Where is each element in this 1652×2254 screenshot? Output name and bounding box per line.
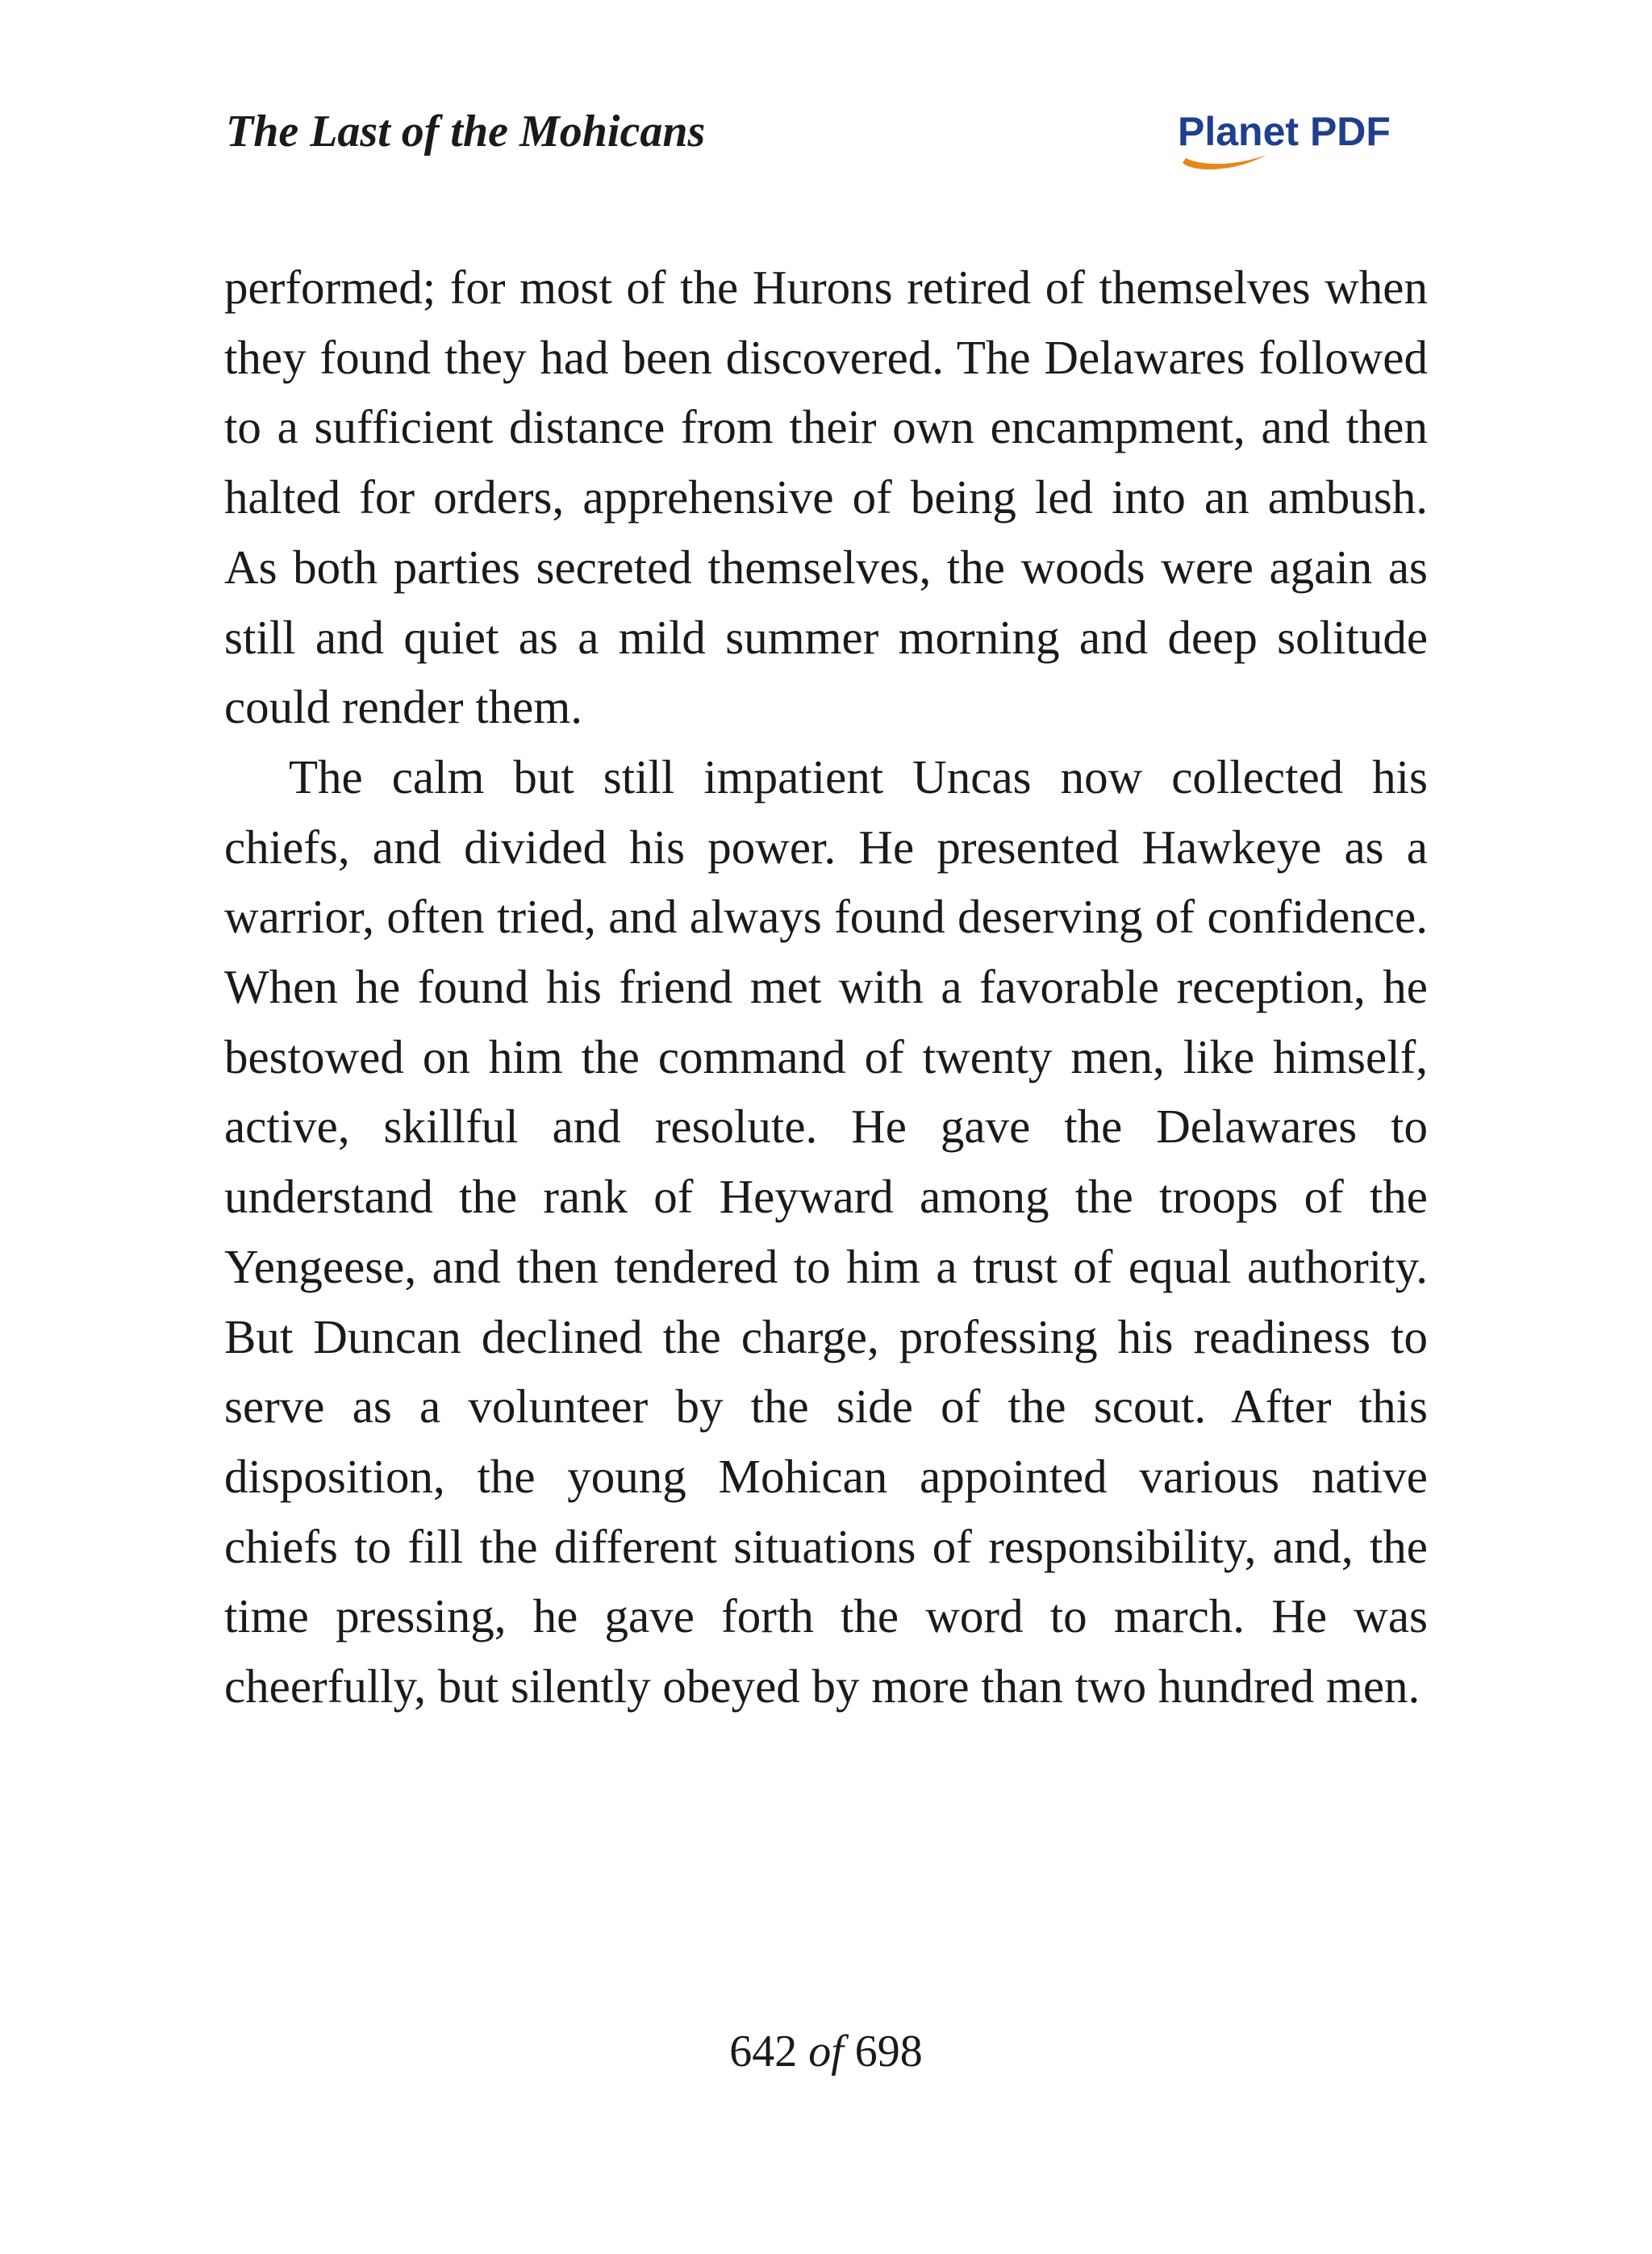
page-header [0, 0, 1652, 210]
total-pages-number: 698 [854, 2027, 923, 2077]
current-page-number: 642 [729, 2027, 798, 2077]
logo-text [1178, 103, 1391, 160]
body-paragraph: performed; for most of the Hurons retired of themselves when they found they had been discovered. The Delawares followed to a sufficient distance from their own encampment, and then halted for orders, apprehensive of being led into an ambush. As both parties secreted themselves, the woods were again as still and quiet as a mild summer morning and deep solitude could render them. [224, 261, 1428, 734]
page-of-label: of [808, 2027, 844, 2077]
page-number [0, 2023, 1652, 2080]
body-paragraph: The calm but still impatient Uncas now collected his chiefs, and divided his power. He presented Hawkeye as a warrior, often tried, and always found deserving of confidence. When he found his friend met with a favorable reception, he bestowed on him the command of twenty men, like himself, active, skillful and resolute. He gave the Delawares to understand the rank of Heyward among the troops of the Yengeese, and then tendered to him a trust of equal authority. But Duncan declined the charge, professing his readiness to serve as a volunteer by the side of the scout. After this disposition, the young Mohican appointed various native chiefs to fill the different situations of responsibility, and, the time pressing, he gave forth the word to march. He was cheerfully, but silently obeyed by more than two hundred men. [224, 749, 1428, 1713]
page-body [224, 253, 1428, 1722]
planet-pdf-logo [1178, 103, 1420, 168]
book-title: The Last of the Mohicans [226, 106, 706, 157]
logo-text-planet: Planet [1178, 109, 1299, 154]
logo-text-pdf: PDF [1299, 109, 1391, 154]
